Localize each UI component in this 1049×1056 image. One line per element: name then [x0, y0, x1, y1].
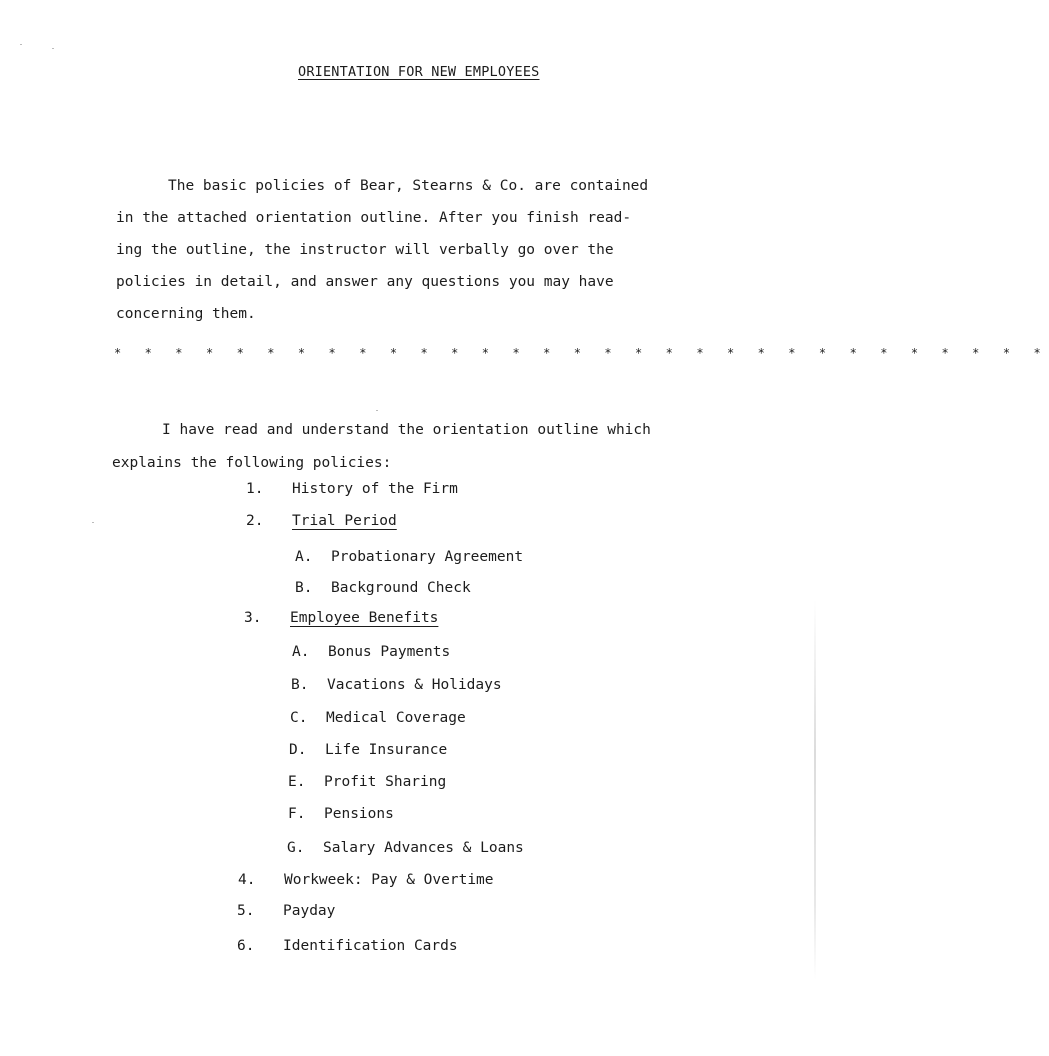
outline-number: 4. [238, 872, 256, 888]
outline-subitem-probationary [295, 549, 523, 565]
outline-letter: E. [288, 774, 306, 790]
outline-number: 5. [237, 903, 255, 919]
outline-subitem-life-insurance [289, 742, 447, 758]
scan-speck [52, 48, 54, 49]
intro-line: The basic policies of Bear, Stearns & Co. are contained [168, 178, 649, 194]
outline-number: 1. [246, 481, 264, 497]
intro-line: policies in detail, and answer any questions you may have [116, 274, 614, 290]
outline-item-payday [237, 903, 335, 919]
outline-item-benefits [244, 610, 438, 626]
outline-label: Pensions [324, 806, 394, 822]
outline-label: Payday [283, 903, 336, 919]
outline-label: Vacations & Holidays [327, 677, 502, 693]
outline-heading: Employee Benefits [290, 610, 439, 626]
outline-subitem-salary-advances [287, 840, 524, 856]
outline-letter: G. [287, 840, 305, 856]
outline-label: Bonus Payments [328, 644, 451, 660]
scan-speck [376, 410, 378, 411]
outline-label: Medical Coverage [326, 710, 466, 726]
intro-line: concerning them. [116, 306, 256, 322]
outline-letter: C. [290, 710, 308, 726]
outline-label: Identification Cards [283, 938, 458, 954]
outline-letter: A. [295, 549, 313, 565]
outline-number: 6. [237, 938, 255, 954]
outline-number: 2. [246, 513, 264, 529]
outline-label: Background Check [331, 580, 471, 596]
outline-label: Probationary Agreement [331, 549, 524, 565]
outline-label: History of the Firm [292, 481, 458, 497]
document-title: ORIENTATION FOR NEW EMPLOYEES [298, 64, 540, 80]
outline-item-history [246, 481, 458, 497]
outline-subitem-vacations [291, 677, 502, 693]
outline-subitem-background [295, 580, 471, 596]
outline-letter: B. [291, 677, 309, 693]
acknowledgement-line: explains the following policies: [112, 455, 392, 471]
outline-letter: F. [288, 806, 306, 822]
outline-letter: D. [289, 742, 307, 758]
asterisk-separator: * * * * * * * * * * * * * * * * * * * * * * * * * * * * * * * [114, 346, 1049, 360]
outline-label: Workweek: Pay & Overtime [284, 872, 494, 888]
outline-label: Salary Advances & Loans [323, 840, 524, 856]
outline-subitem-bonus [292, 644, 450, 660]
intro-line: ing the outline, the instructor will verbally go over the [116, 242, 614, 258]
outline-item-workweek [238, 872, 494, 888]
outline-number: 3. [244, 610, 262, 626]
outline-item-trial-period [246, 513, 397, 529]
outline-letter: A. [292, 644, 310, 660]
outline-letter: B. [295, 580, 313, 596]
scan-edge-shadow [814, 600, 816, 980]
scan-speck [92, 522, 94, 523]
outline-label: Life Insurance [325, 742, 448, 758]
acknowledgement-line: I have read and understand the orientation outline which [162, 422, 651, 438]
intro-line: in the attached orientation outline. After you finish read- [116, 210, 632, 226]
outline-label: Profit Sharing [324, 774, 447, 790]
outline-heading: Trial Period [292, 513, 397, 529]
outline-item-id-cards [237, 938, 458, 954]
outline-subitem-pensions [288, 806, 394, 822]
scan-speck [20, 44, 22, 45]
outline-subitem-profit-sharing [288, 774, 446, 790]
outline-subitem-medical [290, 710, 466, 726]
